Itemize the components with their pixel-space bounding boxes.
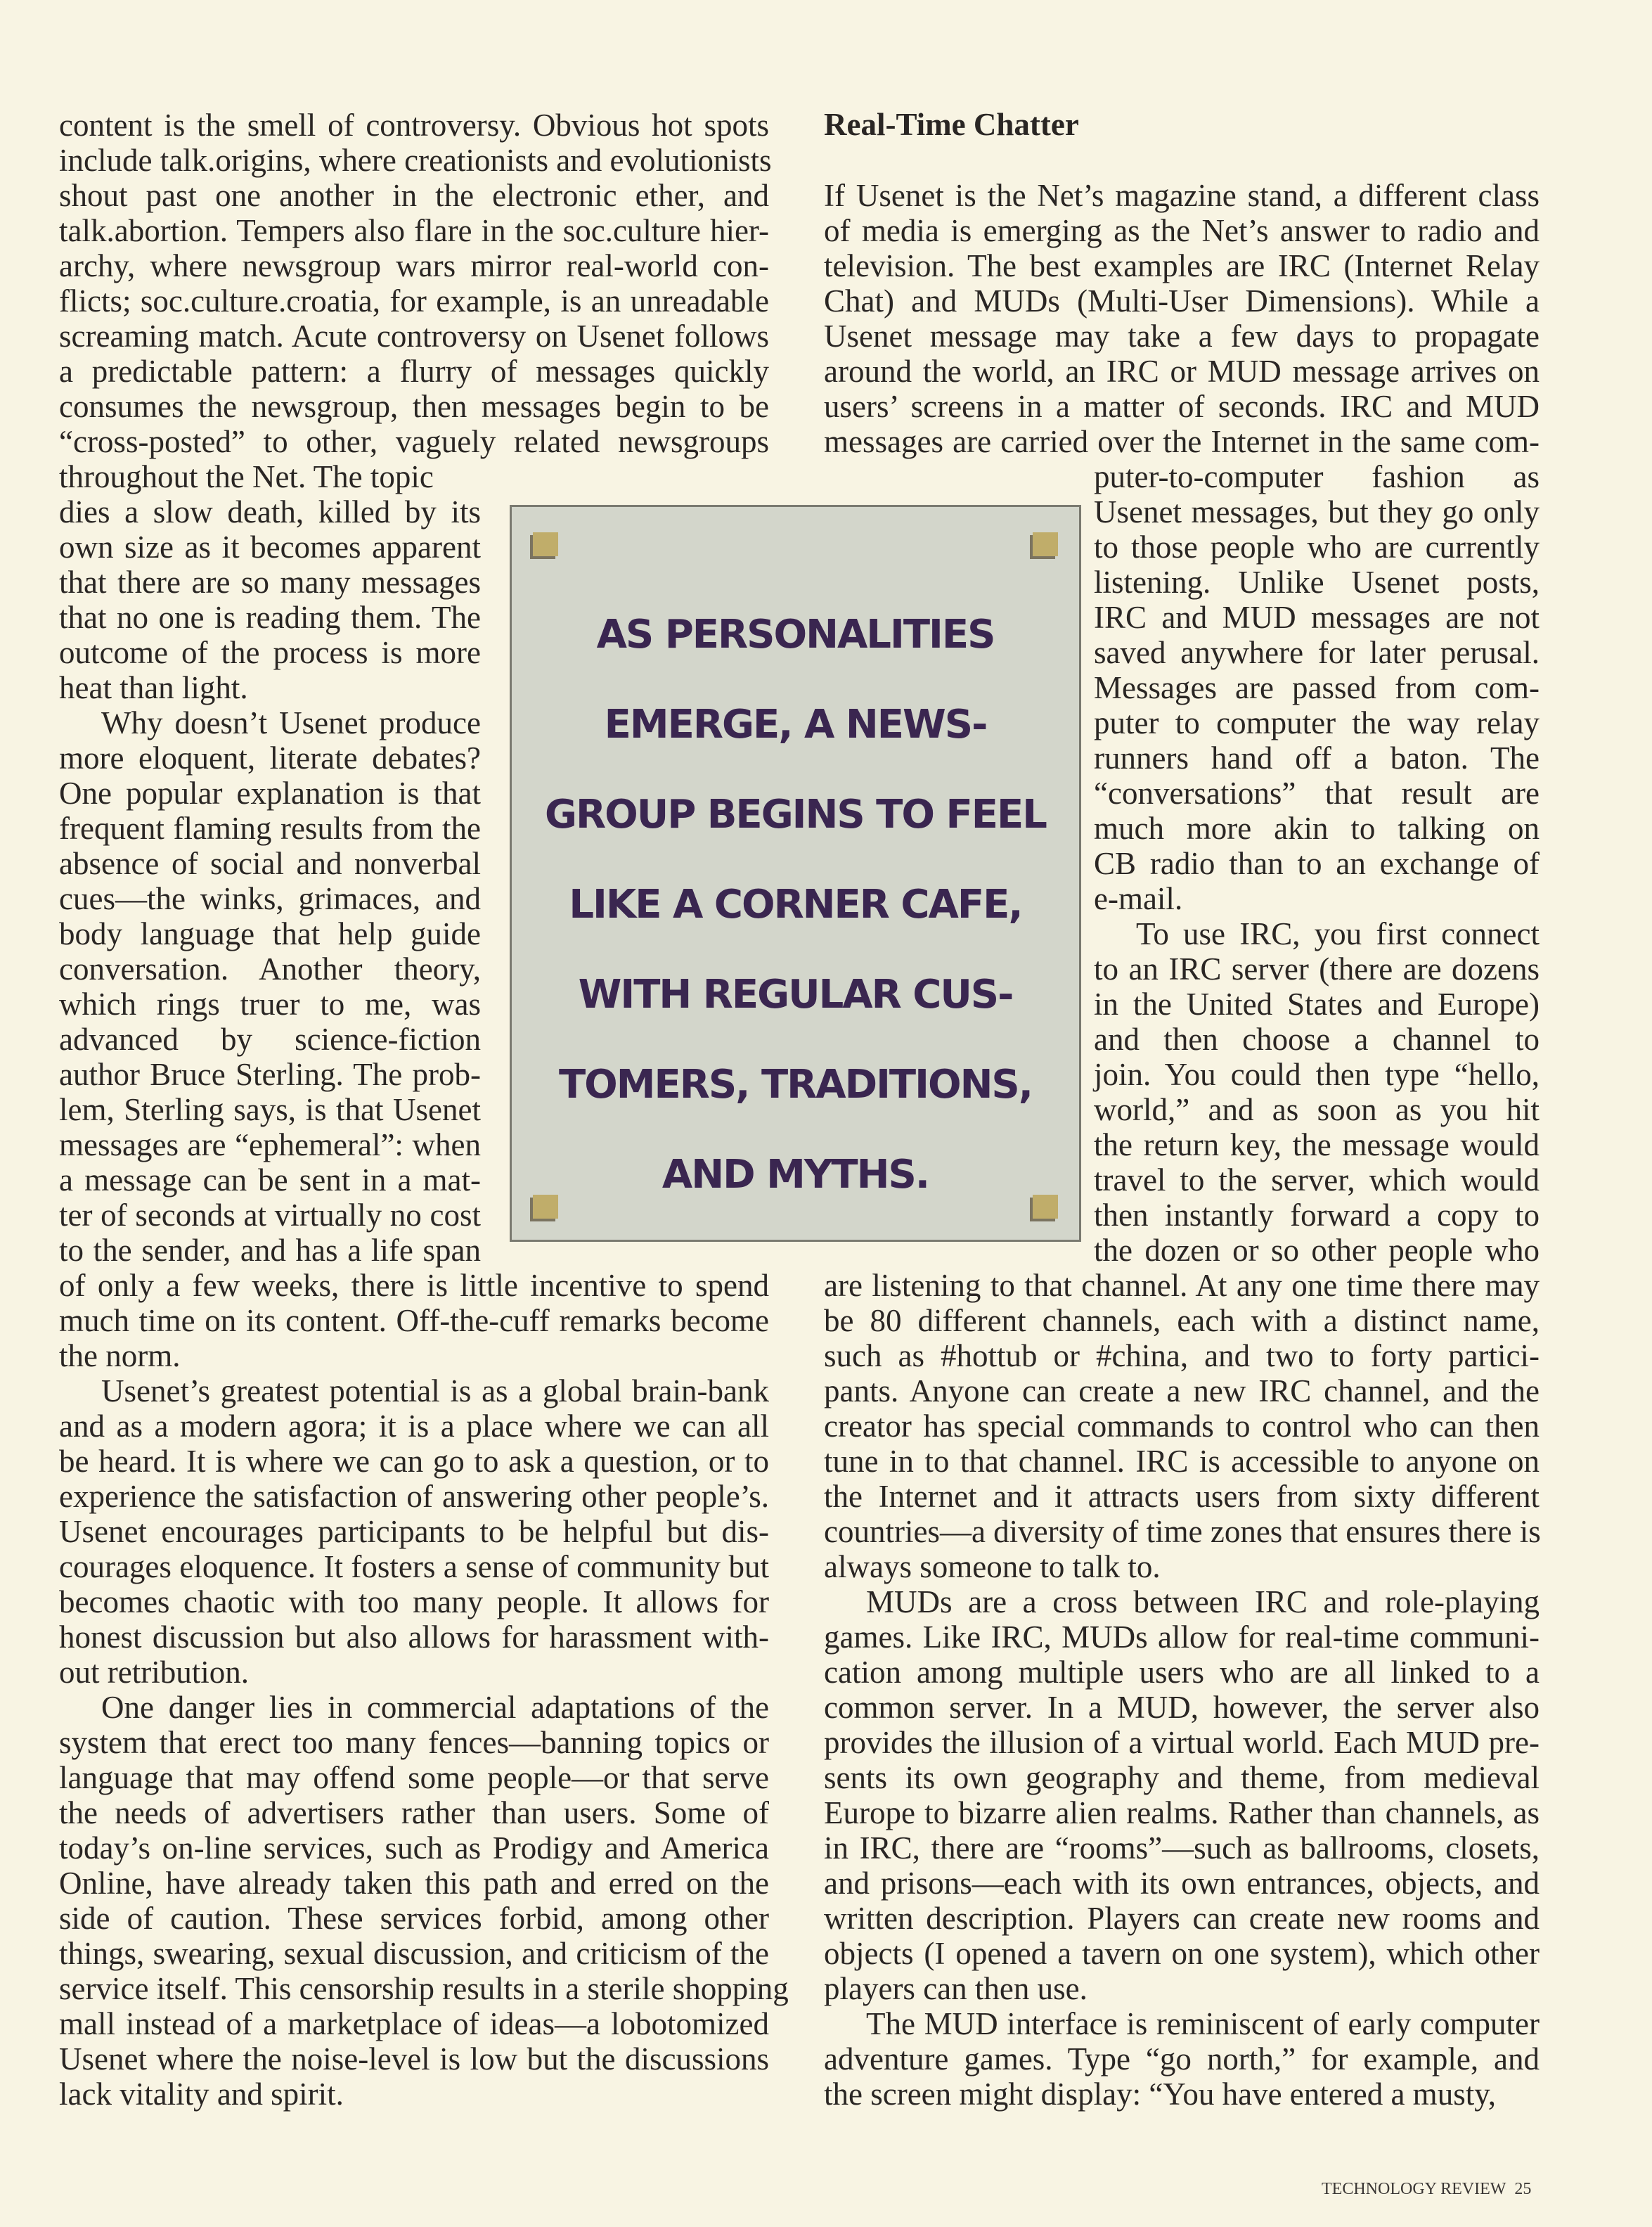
text-line: include talk.origins, where creationists and evolutionists (59, 143, 772, 178)
text-line: join. You could then type “hello, (1094, 1057, 1540, 1092)
text-line: MUDs are a cross between IRC and role-playing (866, 1584, 1540, 1619)
text-line: the return key, the message would (1094, 1127, 1540, 1162)
text-line: listening. Unlike Usenet posts, (1094, 565, 1540, 600)
text-line: shout past one another in the electronic ether, and (59, 178, 769, 213)
text-line: Usenet message may take a few days to propagate (824, 319, 1540, 354)
text-line: advanced by science-fiction (59, 1022, 481, 1057)
text-line: adventure games. Type “go north,” for example, and (824, 2041, 1540, 2077)
corner-square-icon (1033, 532, 1058, 556)
text-line: a message can be sent in a mat- (59, 1162, 481, 1198)
text-line: author Bruce Sterling. The prob- (59, 1057, 481, 1092)
publication-name: TECHNOLOGY REVIEW (1322, 2180, 1506, 2198)
text-line: that there are so many messages (59, 565, 481, 600)
text-line: provides the illusion of a virtual world. Each MUD pre- (824, 1725, 1540, 1760)
text-line: body language that help guide (59, 916, 481, 951)
text-line: system that erect too many fences—banning topics or (59, 1725, 769, 1760)
text-line: messages are carried over the Internet in the same com- (824, 424, 1540, 459)
text-line: absence of social and nonverbal (59, 846, 481, 881)
text-line: creator has special commands to control who can then (824, 1408, 1540, 1444)
text-line: courages eloquence. It fosters a sense of community but (59, 1549, 769, 1584)
section-heading: Real-Time Chatter (824, 107, 1079, 142)
text-line: the Internet and it attracts users from sixty different (824, 1479, 1540, 1514)
text-line: The MUD interface is reminiscent of early computer (866, 2006, 1540, 2041)
text-line: always someone to talk to. (824, 1549, 1161, 1584)
text-line: lack vitality and spirit. (59, 2077, 344, 2112)
pull-quote-line: AND MYTHS. (662, 1152, 929, 1198)
pull-quote-line: WITH REGULAR CUS- (578, 972, 1013, 1018)
text-line: to the sender, and has a life span (59, 1233, 481, 1268)
text-line: countries—a diversity of time zones that ensures there is (824, 1514, 1541, 1549)
pull-quote-line: TOMERS, TRADITIONS, (558, 1062, 1033, 1108)
pull-quote-text (512, 590, 1079, 1220)
text-line: games. Like IRC, MUDs allow for real-time communi- (824, 1619, 1540, 1655)
text-line: “cross-posted” to other, vaguely related newsgroups (59, 424, 769, 459)
text-line: consumes the newsgroup, then messages begin to be (59, 389, 769, 424)
text-line: a predictable pattern: a flurry of messages quickly (59, 354, 769, 389)
text-line: common server. In a MUD, however, the server also (824, 1690, 1540, 1725)
text-line: If Usenet is the Net’s magazine stand, a different class (824, 178, 1540, 213)
pull-quote-line: LIKE A CORNER CAFE, (569, 882, 1022, 928)
text-line: Usenet where the noise-level is low but the discussions (59, 2041, 769, 2077)
text-line: screaming match. Acute controversy on Usenet follows (59, 319, 769, 354)
text-line: dies a slow death, killed by its (59, 494, 481, 530)
pull-quote-line: AS PERSONALITIES (596, 612, 995, 657)
text-line: pants. Anyone can create a new IRC channel, and the (824, 1373, 1540, 1408)
text-line: such as #hottub or #china, and two to forty partici- (824, 1338, 1540, 1373)
text-line: IRC and MUD messages are not (1094, 600, 1540, 635)
text-line: heat than light. (59, 670, 248, 705)
text-line: be heard. It is where we can go to ask a question, or to (59, 1444, 769, 1479)
text-line: puter to computer the way relay (1094, 705, 1540, 740)
text-line: tune in to that channel. IRC is accessible to anyone on (824, 1444, 1540, 1479)
text-line: content is the smell of controversy. Obvious hot spots (59, 108, 769, 143)
text-line: lem, Sterling says, is that Usenet (59, 1092, 481, 1127)
text-line: Why doesn’t Usenet produce (101, 705, 481, 740)
text-line: experience the satisfaction of answering other people’s. (59, 1479, 769, 1514)
text-line: then instantly forward a copy to (1094, 1198, 1540, 1233)
text-line: talk.abortion. Tempers also flare in the soc.culture hier- (59, 213, 769, 248)
text-line: more eloquent, literate debates? (59, 740, 481, 776)
text-line: One popular explanation is that (59, 776, 481, 811)
text-line: objects (I opened a tavern on one system), which other (824, 1936, 1540, 1971)
text-line: much time on its content. Off-the-cuff remarks become (59, 1303, 769, 1338)
text-line: out retribution. (59, 1655, 249, 1690)
text-line: outcome of the process is more (59, 635, 481, 670)
text-line: world,” and as soon as you hit (1094, 1092, 1540, 1127)
text-line: frequent flaming results from the (59, 811, 481, 846)
text-line: language that may offend some people—or that serve (59, 1760, 769, 1795)
text-line: ter of seconds at virtually no cost (59, 1198, 481, 1233)
text-line: around the world, an IRC or MUD message arrives on (824, 354, 1540, 389)
text-line: the needs of advertisers rather than users. Some of (59, 1795, 769, 1830)
text-line: of media is emerging as the Net’s answer to radio and (824, 213, 1540, 248)
text-line: becomes chaotic with too many people. It allows for (59, 1584, 769, 1619)
text-line: in IRC, there are “rooms”—such as ballrooms, closets, (824, 1830, 1540, 1866)
text-line: Chat) and MUDs (Multi-User Dimensions). While a (824, 283, 1540, 319)
text-line: To use IRC, you first connect (1136, 916, 1540, 951)
text-line: Usenet messages, but they go only (1094, 494, 1540, 530)
text-line: things, swearing, sexual discussion, and criticism of the (59, 1936, 769, 1971)
text-line: of only a few weeks, there is little incentive to spend (59, 1268, 769, 1303)
text-line: service itself. This censorship results in a sterile shopping (59, 1971, 789, 2006)
text-line: archy, where newsgroup wars mirror real-world con- (59, 248, 769, 283)
text-line: written description. Players can create new rooms and (824, 1901, 1540, 1936)
text-line: which rings truer to me, was (59, 987, 481, 1022)
pull-quote-line: EMERGE, A NEWS- (604, 702, 987, 747)
text-line: cues—the winks, grimaces, and (59, 881, 481, 916)
text-line: CB radio than to an exchange of (1094, 846, 1540, 881)
text-line: own size as it becomes apparent (59, 530, 481, 565)
text-line: “conversations” that result are (1094, 776, 1540, 811)
text-line: side of caution. These services forbid, among other (59, 1901, 769, 1936)
text-line: honest discussion but also allows for harassment with- (59, 1619, 769, 1655)
text-line: e-mail. (1094, 881, 1183, 916)
text-line: Online, have already taken this path and erred on the (59, 1866, 769, 1901)
page-number: 25 (1514, 2180, 1532, 2198)
text-line: television. The best examples are IRC (Internet Relay (824, 248, 1540, 283)
text-line: today’s on-line services, such as Prodigy and America (59, 1830, 769, 1866)
text-line: and prisons—each with its own entrances, objects, and (824, 1866, 1540, 1901)
text-line: travel to the server, which would (1094, 1162, 1540, 1198)
text-line: sents its own geography and theme, from medieval (824, 1760, 1540, 1795)
corner-square-icon (533, 532, 558, 556)
text-line: Europe to bizarre alien realms. Rather than channels, as (824, 1795, 1540, 1830)
text-line: messages are “ephemeral”: when (59, 1127, 481, 1162)
text-line: players can then use. (824, 1971, 1088, 2006)
text-line: One danger lies in commercial adaptations of the (101, 1690, 769, 1725)
text-line: in the United States and Europe) (1094, 987, 1540, 1022)
pull-quote-box (510, 505, 1081, 1242)
text-line: mall instead of a marketplace of ideas—a lobotomized (59, 2006, 769, 2041)
text-line: Usenet’s greatest potential is as a global brain-bank (101, 1373, 769, 1408)
text-line: the norm. (59, 1338, 181, 1373)
text-line: cation among multiple users who are all linked to a (824, 1655, 1540, 1690)
text-line: throughout the Net. The topic (59, 459, 434, 494)
text-line: flicts; soc.culture.croatia, for example, is an unreadable (59, 283, 769, 319)
pull-quote-line: GROUP BEGINS TO FEEL (545, 792, 1046, 837)
page-footer (1322, 2180, 1531, 2199)
text-line: Usenet encourages participants to be helpful but dis- (59, 1514, 769, 1549)
text-line: runners hand off a baton. The (1094, 740, 1540, 776)
text-line: and as a modern agora; it is a place where we can all (59, 1408, 769, 1444)
text-line: to those people who are currently (1094, 530, 1540, 565)
text-line: much more akin to talking on (1094, 811, 1540, 846)
text-line: and then choose a channel to (1094, 1022, 1540, 1057)
text-line: to an IRC server (there are dozens (1094, 951, 1540, 987)
text-line: are listening to that channel. At any one time there may (824, 1268, 1540, 1303)
text-line: users’ screens in a matter of seconds. IRC and MUD (824, 389, 1540, 424)
text-line: the dozen or so other people who (1094, 1233, 1540, 1268)
text-line: puter-to-computer fashion as (1094, 459, 1540, 494)
text-line: the screen might display: “You have entered a musty, (824, 2077, 1497, 2112)
text-line: saved anywhere for later perusal. (1094, 635, 1540, 670)
text-line: conversation. Another theory, (59, 951, 481, 987)
text-line: that no one is reading them. The (59, 600, 481, 635)
text-line: Messages are passed from com- (1094, 670, 1540, 705)
text-line: be 80 different channels, each with a distinct name, (824, 1303, 1540, 1338)
